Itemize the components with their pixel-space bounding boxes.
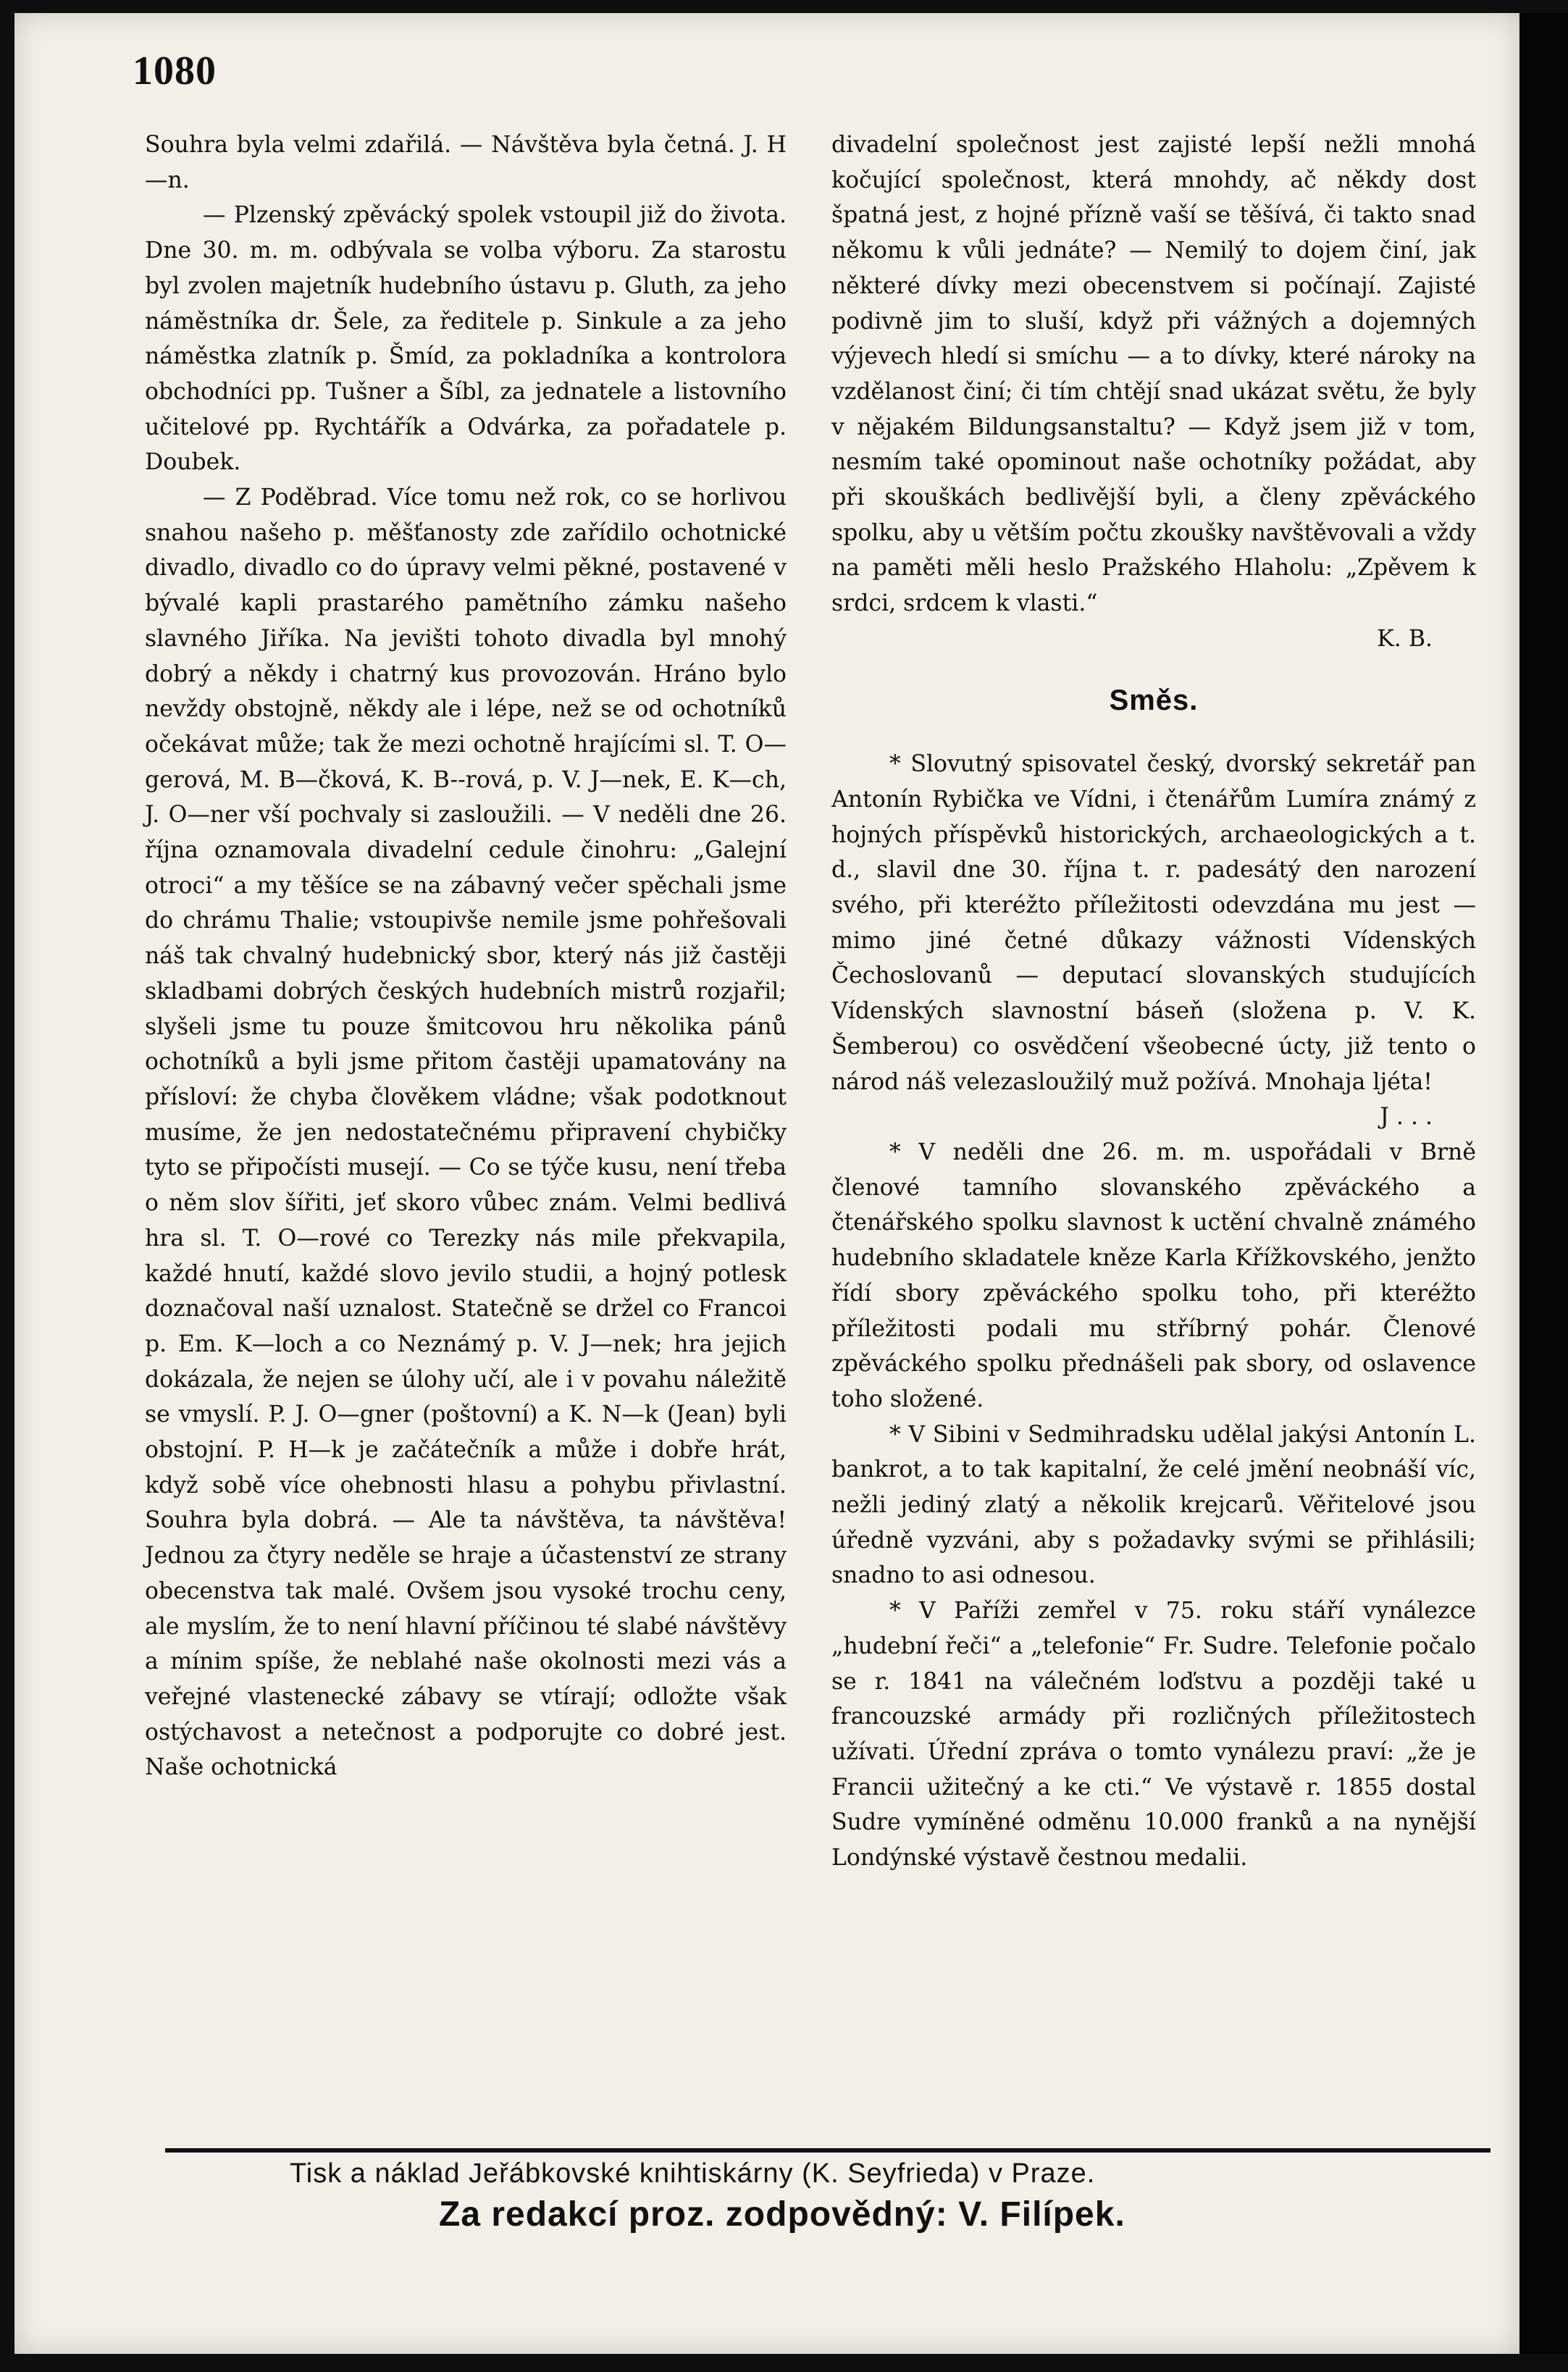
- left-column: [145, 127, 787, 1785]
- left-paragraph-3: — Z Poděbrad. Více tomu než rok, co se horlivou snahou našeho p. měšťanosty zde zařídilo ochotnické divadlo, divadlo co do úpravy velmi pěkné, postavené v bývalé kapli prastarého pamětního zámku našeho slavného Jiříka. Na jevišti tohoto divadla byl mnohý dobrý a někdy i chatrný kus provozován. Hráno bylo nevždy obstojně, někdy ale i lépe, než se od ochotníků očekávat může; tak že mezi ochotně hrajícími sl. T. O—gerová, M. B—čková, K. B--rová, p. V. J—nek, E. K—ch, J. O—ner vší pochvaly si zasloužili. — V neděli dne 26. října oznamovala divadelní cedule činohru: „Galejní otroci“ a my těšíce se na zábavný večer spěchali jsme do chrámu Thalie; vstoupivše nemile jsme pohřešovali náš tak chvalný hudebnický sbor, který nás již častěji skladbami dobrých českých hudebních mistrů rozjařil; slyšeli jsme tu pouze šmitcovou hru několika pánů ochotníků a byli jsme přitom častěji upamatovány na přísloví: že chyba člověkem vládne; však podotknout musíme, že jen nedostatečnému připravení chybičky tyto se připočísti musejí. — Co se týče kusu, není třeba o něm slov šířiti, jeť skoro vůbec znám. Velmi bedlivá hra sl. T. O—rové co Terezky nás mile překvapila, každé hnutí, každé slovo jevilo studii, a hojný potlesk doznačoval naší uznalost. Statečně se držel co Francoi p. Em. K—loch a co Neznámý p. V. J—nek; hra jejich dokázala, že nejen se úlohy učí, ale i v povahu náležitě se vmyslí. P. J. O—gner (poštovní) a K. N—k (Jean) byli obstojní. P. H—k je začátečník a může i dobře hrát, když sobě více ohebnosti hlasu a pohybu přivlastní. Souhra byla dobrá. — Ale ta návštěva, ta návštěva! Jednou za čtyry neděle se hraje a účastenství ze strany obecenstva tak malé. Ovšem jsou vysoké trochu ceny, ale myslím, že to není hlavní příčinou té slabé návštěvy a mínim spíše, že neblahé naše okolnosti mezi vás a veřejné vlastenecké zábavy se vtírají; odložte však ostýchavost a netečnost a podporujte co dobré jest. Naše ochotnická: [145, 485, 787, 1781]
- news-item-brno: * V neděli dne 26. m. m. uspořádali v Brně členové tamního slovanského zpěváckého a čtenářského spolku slavnost k uctění chvalně známého hudebního skladatele kněze Karla Křížkovského, jenžto řídí sbory zpěváckého spolku toho, při kteréžto příležitosti podali mu stříbrný pohár. Členové zpěváckého spolku přednášeli pak sbory, od oslavence toho složené.: [831, 1139, 1476, 1412]
- left-paragraph-1: Souhra byla velmi zdařilá. — Návštěva byla četná. J. H—n.: [145, 132, 787, 193]
- right-column: [831, 127, 1476, 1876]
- news-item-paris: * V Paříži zemřel v 75. roku stáří vynálezce „hudební řeči“ a „telefonie“ Fr. Sudre. Telefonie počalo se r. 1841 na válečném loďstvu a později také u francouzské armády při rozličných příležitostech užívati. Úřední zpráva o tomto vynálezu praví: „že je Francii užitečný a ke cti.“ Ve výstavě r. 1855 dostal Sudre vymíněné odměnu 10.000 franků a na nynější Londýnské výstavě čestnou medalii.: [831, 1598, 1476, 1872]
- left-paragraph-2: — Plzenský zpěvácký spolek vstoupil již do života. Dne 30. m. m. odbývala se volba výboru. Za starostu byl zvolen majetník hudebního ústavu p. Gluth, za jeho náměstníka dr. Šele, za ředitele p. Sinkule a za jeho náměstka zlatník p. Šmíd, za pokladníka a kontrolora obchodníci pp. Tušner a Šíbl, za jednatele a listovního učitelové pp. Rychtářík a Odvárka, za pořadatele p. Doubek.: [145, 202, 787, 476]
- footer-divider: [165, 2148, 1491, 2153]
- page-number: 1080: [133, 49, 217, 93]
- scan-edge: [1519, 13, 1568, 2354]
- footer-printer: Tisk a náklad Jeřábkovské knihtiskárny (K. Seyfrieda) v Praze.: [290, 2158, 1096, 2189]
- footer-editor: Za redakcí proz. zodpovědný: V. Filípek.: [439, 2195, 1125, 2234]
- signature-j: J . . .: [1380, 1104, 1433, 1131]
- section-heading-smes: Směs.: [1109, 684, 1199, 716]
- signature-kb: K. B.: [1377, 625, 1433, 652]
- news-item-sibin: * V Sibini v Sedmihradsku udělal jakýsi Antonín L. bankrot, a to tak kapitalní, že celé jmění neobnáší víc, nežli jediný zlatý a několik krejcarů. Věřitelové jsou úředně vyzváni, aby s požadavky svými se přihlásili; snadno to asi odnesou.: [831, 1421, 1476, 1589]
- right-continuation: divadelní společnost jest zajisté lepší nežli mnohá kočující společnost, která mnohdy, ač někdy dost špatná jest, z hojné přízně vaší se těšívá, či taktο snad někomu k vůli jednáte? — Nemilý to dojem činí, jak některé dívky mezi obecenstvem si počínají. Zajisté podivně jim to sluší, když při vážných a dojemných výjevech hledí si smíchu — a to dívky, které nároky na vzdělanost činí; či tím chtějí snad ukázat světu, že byly v nějakém Bildungsanstaltu? — Když jsem již v tom, nesmím také opominout naše ochotníky požádat, aby při skouškách bedlivější byli, a členy zpěváckého spolku, aby u větším počtu zkoušky navštěvovali a vždy na paměti měli heslo Pražského Hlaholu: „Zpěvem k srdci, srdcem k vlasti.“: [831, 132, 1476, 617]
- news-item-rybicka: * Slovutný spisovatel český, dvorský sekretář pan Antonín Rybička ve Vídni, i čtenářům Lumíra známý z hojných příspěvků historických, archaeologických a t. d., slavil dne 30. října t. r. padesátý den narození svého, při kteréžto příležitosti odevzdána mu jest — mimo jiné četné důkazy vážnosti Vídenských Čechoslovanů — deputací slovanských studujících Vídenských slavnostní báseň (složena p. V. K. Šemberou) co osvědčení všeobecné úcty, již tento o národ náš velezasloužilý muž požívá. Mnohaja ljéta!: [831, 751, 1476, 1095]
